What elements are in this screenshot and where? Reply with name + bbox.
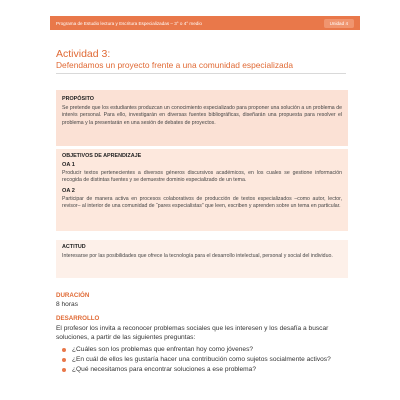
actitud-box (56, 240, 348, 278)
proposito-text: Se pretende que los estudiantes produzcan un conocimiento especializado para proponer una solución a un problema de interés personal. Para ello, investigarán en diversas fuentes bibliográficas, diseñarán una propuesta para resolver el problema y la presentarán en una sesión de debates de proyectos. (62, 105, 342, 126)
question-text: ¿Qué necesitamos para encontrar soluciones a ese problema? (72, 366, 256, 373)
list-item (56, 345, 356, 355)
oa2-text: Participar de manera activa en procesos colaborativos de producción de textos especializados –como autor, lector, revisor– al interior de una comunidad de “pares especialistas” que leen, escriben y aprenden sobre un tema en particular. (62, 195, 342, 209)
objetivos-box (56, 149, 348, 231)
bullet-icon (62, 368, 66, 372)
bullet-icon (62, 358, 66, 362)
duracion-value: 8 horas (56, 301, 78, 308)
bullet-icon (62, 348, 66, 352)
title-divider (56, 73, 346, 74)
oa2-heading: OA 2 (62, 187, 75, 194)
unit-badge: Unidad 4 (324, 19, 354, 28)
list-item (56, 365, 356, 375)
question-text: ¿Cuáles son los problemas que enfrentan hoy como jóvenes? (72, 346, 254, 353)
question-list (56, 345, 356, 375)
header-bar (50, 16, 360, 30)
actitud-heading: ACTITUD (62, 244, 86, 250)
objetivos-heading: OBJETIVOS DE APRENDIZAJE (62, 153, 142, 159)
proposito-box (56, 90, 348, 146)
list-item (56, 355, 356, 365)
actitud-text: Interesarse por las posibilidades que ofrece la tecnología para el desarrollo intelectual, personal y social del individuo. (62, 253, 333, 259)
desarrollo-text: El profesor los invita a reconocer problemas sociales que les interesen y los desafía a buscar soluciones, a partir de las siguientes preguntas: (56, 325, 329, 342)
desarrollo-label: DESARROLLO (56, 315, 100, 322)
activity-title: Actividad 3: (56, 48, 111, 60)
oa1-text: Producir textos pertenecientes a diversos géneros discursivos académicos, en los cuales se gestione información recogida de distintas fuentes y se demuestre dominio especializado de un tema. (62, 170, 342, 184)
oa1-heading: OA 1 (62, 162, 75, 168)
program-title: Programa de Estudio lectura y Escritura Especializadas – 3° o 4° medio (56, 20, 202, 26)
activity-subtitle: Defendamos un proyecto frente a una comunidad especializada (56, 60, 293, 70)
question-text: ¿En cuál de ellos les gustaría hacer una contribución como sujetos socialmente activos? (72, 356, 331, 363)
duracion-label: DURACIÓN (56, 292, 90, 299)
proposito-heading: PROPÓSITO (62, 96, 94, 102)
